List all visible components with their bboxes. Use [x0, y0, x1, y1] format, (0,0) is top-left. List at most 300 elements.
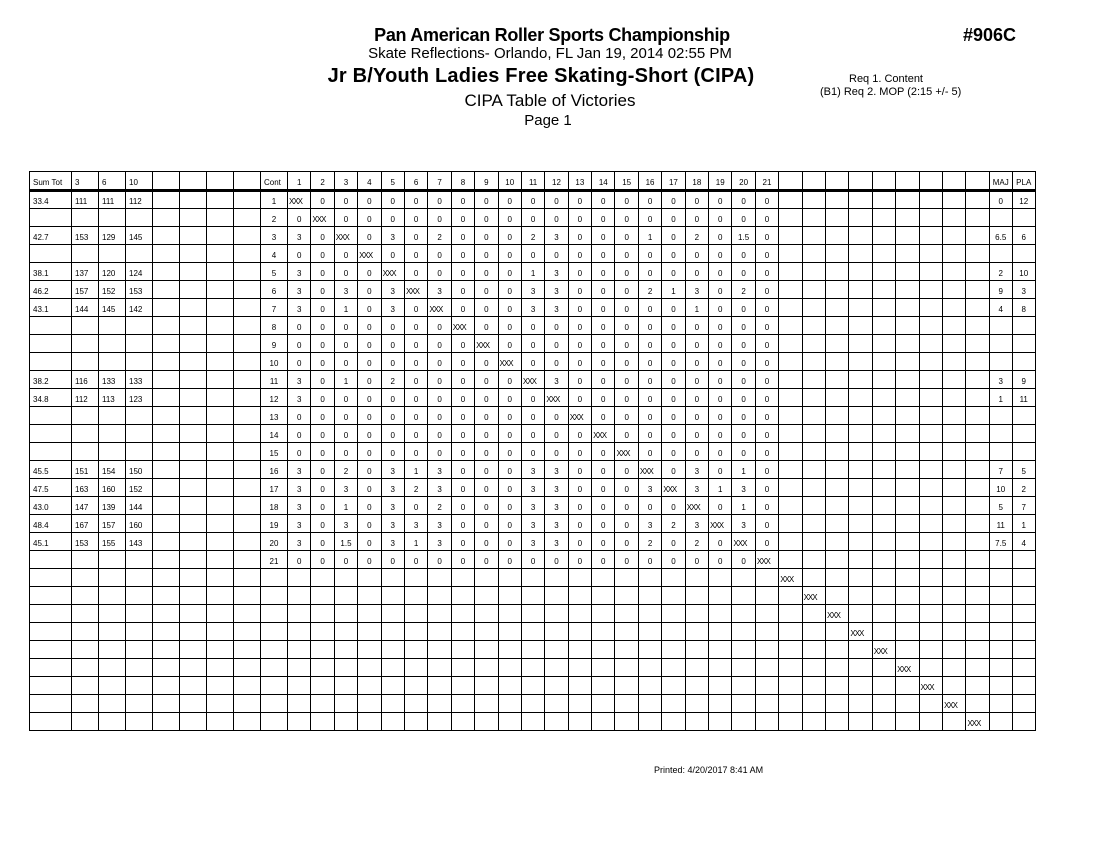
blank-cell	[919, 191, 942, 209]
blank-cell	[872, 317, 895, 335]
blank-cell	[311, 659, 334, 677]
blank-cell	[872, 245, 895, 263]
blank-cell	[615, 587, 638, 605]
majority-cell	[989, 209, 1012, 227]
victory-cell: 0	[311, 389, 334, 407]
blank-cell	[358, 713, 381, 731]
blank-cell	[825, 659, 848, 677]
contestant-number-cell: 18	[261, 497, 288, 515]
victory-cell: 0	[334, 407, 357, 425]
column-header: 3	[72, 172, 99, 191]
victory-cell: 0	[592, 317, 615, 335]
column-header-blank	[966, 172, 989, 191]
victory-cell: 0	[592, 551, 615, 569]
blank-cell	[825, 461, 848, 479]
blank-cell	[966, 443, 989, 461]
blank-cell	[802, 461, 825, 479]
blank-cell	[942, 335, 965, 353]
blank-cell	[207, 209, 234, 227]
blank-cell	[638, 659, 661, 677]
blank-cell	[234, 371, 261, 389]
blank-cell	[153, 353, 180, 371]
blank-cell	[545, 605, 568, 623]
blank-cell	[802, 299, 825, 317]
victory-cell: 0	[755, 461, 778, 479]
blank-cell	[755, 587, 778, 605]
blank-cell	[872, 623, 895, 641]
blank-cell	[568, 695, 591, 713]
majority-cell	[989, 551, 1012, 569]
victory-cell: 0	[358, 353, 381, 371]
victory-cell: 0	[755, 317, 778, 335]
blank-cell	[709, 677, 732, 695]
blank-cell	[896, 677, 919, 695]
majority-cell: 10	[989, 479, 1012, 497]
victory-cell: 0	[615, 533, 638, 551]
blank-cell	[966, 425, 989, 443]
blank-cell	[919, 623, 942, 641]
victory-cell: 0	[685, 209, 708, 227]
victory-cell: 0	[475, 389, 498, 407]
column-header: 6	[99, 172, 126, 191]
blank-cell	[180, 443, 207, 461]
table-row	[30, 371, 1036, 389]
score-6-cell: 120	[99, 263, 126, 281]
table-row	[30, 335, 1036, 353]
victory-cell: 3	[545, 479, 568, 497]
blank-cell	[234, 677, 261, 695]
column-header-judge: 8	[451, 172, 474, 191]
victory-cell: 3	[685, 515, 708, 533]
blank-cell	[662, 587, 685, 605]
score-6-cell: 113	[99, 389, 126, 407]
blank-cell	[311, 695, 334, 713]
victory-cell: 3	[521, 299, 544, 317]
blank-cell	[919, 479, 942, 497]
blank-cell	[30, 569, 72, 587]
blank-cell	[919, 263, 942, 281]
blank-cell	[849, 479, 872, 497]
column-header-judge: 2	[311, 172, 334, 191]
victory-cell: 3	[428, 281, 451, 299]
blank-cell	[896, 227, 919, 245]
blank-cell	[234, 245, 261, 263]
victory-cell: 0	[428, 335, 451, 353]
column-header-judge: 11	[521, 172, 544, 191]
blank-cell	[592, 605, 615, 623]
victory-cell: 0	[615, 245, 638, 263]
sum-total-cell: 38.1	[30, 263, 72, 281]
column-header	[234, 172, 261, 191]
blank-cell	[872, 479, 895, 497]
blank-cell	[849, 389, 872, 407]
victory-cell: 0	[334, 551, 357, 569]
blank-cell	[942, 443, 965, 461]
blank-cell	[942, 551, 965, 569]
blank-cell	[825, 281, 848, 299]
victory-cell: 0	[755, 389, 778, 407]
blank-cell	[685, 605, 708, 623]
victory-cell: 0	[381, 407, 404, 425]
blank-cell	[180, 695, 207, 713]
blank-cell	[942, 371, 965, 389]
victory-cell: 0	[615, 353, 638, 371]
blank-cell	[849, 497, 872, 515]
majority-cell: 7	[989, 461, 1012, 479]
blank-cell	[180, 515, 207, 533]
victory-cell: 0	[381, 551, 404, 569]
blank-cell	[521, 623, 544, 641]
victory-cell: 0	[755, 263, 778, 281]
blank-cell	[451, 713, 474, 731]
blank-cell	[428, 569, 451, 587]
table-row	[30, 443, 1036, 461]
blank-cell	[966, 677, 989, 695]
blank-cell	[825, 389, 848, 407]
blank-cell	[825, 569, 848, 587]
score-3-cell: 112	[72, 389, 99, 407]
blank-cell	[180, 299, 207, 317]
blank-cell	[685, 587, 708, 605]
sum-total-cell: 45.1	[30, 533, 72, 551]
blank-cell	[896, 497, 919, 515]
victory-cell: 3	[381, 515, 404, 533]
placement-cell	[1012, 407, 1035, 425]
blank-cell	[126, 641, 153, 659]
diagonal-marker-cell: XXX	[521, 371, 544, 389]
victory-cell: 0	[568, 281, 591, 299]
blank-cell	[872, 425, 895, 443]
blank-cell	[475, 623, 498, 641]
blank-cell	[802, 389, 825, 407]
diagonal-marker-cell: XXX	[498, 353, 521, 371]
blank-cell	[153, 389, 180, 407]
majority-cell: 1	[989, 389, 1012, 407]
blank-cell	[234, 227, 261, 245]
blank-cell	[311, 713, 334, 731]
blank-cell	[234, 299, 261, 317]
majority-cell	[989, 713, 1012, 731]
column-header-judge: 14	[592, 172, 615, 191]
victory-cell: 0	[709, 533, 732, 551]
score-6-cell	[99, 425, 126, 443]
victory-cell: 0	[311, 371, 334, 389]
blank-cell	[942, 263, 965, 281]
victory-cell: 0	[568, 461, 591, 479]
victory-cell: 2	[521, 227, 544, 245]
blank-cell	[234, 425, 261, 443]
victory-cell: 0	[755, 515, 778, 533]
victory-cell: 0	[498, 479, 521, 497]
victory-cell: 0	[475, 407, 498, 425]
victory-cell: 0	[428, 263, 451, 281]
victory-cell: 0	[615, 425, 638, 443]
blank-cell	[849, 641, 872, 659]
blank-cell	[896, 641, 919, 659]
table-row	[30, 677, 1036, 695]
victory-cell: 0	[358, 263, 381, 281]
victory-cell: 0	[475, 551, 498, 569]
victory-cell: 0	[685, 353, 708, 371]
blank-cell	[261, 569, 288, 587]
blank-cell	[942, 389, 965, 407]
blank-cell	[99, 623, 126, 641]
victory-cell: 0	[311, 335, 334, 353]
blank-cell	[568, 605, 591, 623]
majority-cell: 0	[989, 191, 1012, 209]
blank-cell	[779, 641, 802, 659]
score-10-cell: 143	[126, 533, 153, 551]
blank-cell	[966, 695, 989, 713]
blank-cell	[919, 713, 942, 731]
blank-cell	[919, 407, 942, 425]
blank-cell	[234, 713, 261, 731]
blank-cell	[180, 353, 207, 371]
majority-cell	[989, 623, 1012, 641]
blank-cell	[207, 659, 234, 677]
blank-cell	[180, 227, 207, 245]
blank-cell	[825, 353, 848, 371]
blank-cell	[207, 299, 234, 317]
blank-cell	[942, 353, 965, 371]
blank-cell	[234, 479, 261, 497]
blank-cell	[825, 641, 848, 659]
blank-cell	[498, 713, 521, 731]
sum-total-cell: 46.2	[30, 281, 72, 299]
blank-cell	[966, 587, 989, 605]
victory-cell: 1	[334, 497, 357, 515]
blank-cell	[732, 695, 755, 713]
blank-cell	[872, 389, 895, 407]
sum-total-cell	[30, 245, 72, 263]
blank-cell	[334, 623, 357, 641]
blank-cell	[966, 641, 989, 659]
blank-cell	[153, 299, 180, 317]
score-6-cell	[99, 245, 126, 263]
victory-cell: 0	[498, 281, 521, 299]
placement-cell	[1012, 353, 1035, 371]
blank-cell	[568, 569, 591, 587]
blank-cell	[311, 587, 334, 605]
blank-cell	[732, 605, 755, 623]
sum-total-cell	[30, 317, 72, 335]
victory-cell: 0	[404, 407, 427, 425]
blank-cell	[615, 659, 638, 677]
victory-cell: 0	[428, 209, 451, 227]
victory-cell: 0	[334, 191, 357, 209]
blank-cell	[802, 281, 825, 299]
score-6-cell: 111	[99, 191, 126, 209]
blank-cell	[498, 659, 521, 677]
blank-cell	[521, 569, 544, 587]
victory-cell: 0	[638, 371, 661, 389]
blank-cell	[498, 641, 521, 659]
blank-cell	[428, 695, 451, 713]
victory-cell: 0	[592, 335, 615, 353]
blank-cell	[802, 713, 825, 731]
victory-cell: 0	[381, 191, 404, 209]
sum-total-cell	[30, 425, 72, 443]
placement-cell: 2	[1012, 479, 1035, 497]
victory-cell: 3	[545, 515, 568, 533]
blank-cell	[802, 335, 825, 353]
blank-cell	[207, 191, 234, 209]
blank-cell	[153, 551, 180, 569]
blank-cell	[207, 389, 234, 407]
blank-cell	[779, 497, 802, 515]
score-10-cell	[126, 335, 153, 353]
diagonal-marker-cell: XXX	[849, 623, 872, 641]
blank-cell	[662, 659, 685, 677]
victory-cell: 0	[451, 515, 474, 533]
blank-cell	[153, 677, 180, 695]
table-row	[30, 389, 1036, 407]
blank-cell	[358, 695, 381, 713]
victory-cell: 0	[404, 263, 427, 281]
victory-cell: 0	[358, 389, 381, 407]
victory-cell: 0	[521, 551, 544, 569]
victory-cell: 0	[311, 551, 334, 569]
score-3-cell: 116	[72, 371, 99, 389]
blank-cell	[896, 335, 919, 353]
blank-cell	[919, 317, 942, 335]
blank-cell	[896, 425, 919, 443]
victory-cell: 0	[732, 299, 755, 317]
blank-cell	[451, 605, 474, 623]
victory-cell: 0	[475, 515, 498, 533]
victory-cell: 0	[662, 191, 685, 209]
blank-cell	[428, 587, 451, 605]
blank-cell	[802, 191, 825, 209]
victory-cell: 0	[311, 497, 334, 515]
blank-cell	[919, 281, 942, 299]
victory-cell: 1	[732, 461, 755, 479]
victory-cell: 0	[498, 551, 521, 569]
blank-cell	[180, 713, 207, 731]
placement-cell	[1012, 695, 1035, 713]
victory-cell: 0	[662, 461, 685, 479]
diagonal-marker-cell: XXX	[802, 587, 825, 605]
contestant-number-cell: 6	[261, 281, 288, 299]
majority-cell: 9	[989, 281, 1012, 299]
sum-total-cell: 33.4	[30, 191, 72, 209]
blank-cell	[72, 623, 99, 641]
victory-cell: 0	[709, 371, 732, 389]
blank-cell	[802, 407, 825, 425]
victory-cell: 0	[428, 425, 451, 443]
blank-cell	[180, 335, 207, 353]
blank-cell	[334, 641, 357, 659]
victory-cell: 0	[451, 263, 474, 281]
blank-cell	[779, 335, 802, 353]
victory-cell: 0	[451, 425, 474, 443]
blank-cell	[872, 299, 895, 317]
victory-cell: 0	[288, 551, 311, 569]
blank-cell	[802, 659, 825, 677]
blank-cell	[234, 695, 261, 713]
victory-cell: 0	[755, 281, 778, 299]
blank-cell	[451, 641, 474, 659]
victory-cell: 0	[638, 317, 661, 335]
blank-cell	[662, 623, 685, 641]
blank-cell	[234, 389, 261, 407]
victory-cell: 0	[358, 461, 381, 479]
victory-cell: 0	[709, 353, 732, 371]
diagonal-marker-cell: XXX	[451, 317, 474, 335]
victory-cell: 0	[592, 479, 615, 497]
blank-cell	[966, 497, 989, 515]
blank-cell	[732, 659, 755, 677]
victory-cell: 0	[568, 425, 591, 443]
victory-cell: 0	[521, 317, 544, 335]
victory-cell: 0	[638, 191, 661, 209]
majority-cell: 7.5	[989, 533, 1012, 551]
blank-cell	[180, 551, 207, 569]
blank-cell	[234, 551, 261, 569]
blank-cell	[802, 317, 825, 335]
diagonal-marker-cell: XXX	[966, 713, 989, 731]
blank-cell	[180, 641, 207, 659]
blank-cell	[180, 407, 207, 425]
victory-cell: 0	[592, 299, 615, 317]
victory-cell: 0	[638, 263, 661, 281]
column-header-blank	[942, 172, 965, 191]
blank-cell	[966, 515, 989, 533]
victory-cell: 0	[498, 533, 521, 551]
blank-cell	[207, 281, 234, 299]
contestant-number-cell: 19	[261, 515, 288, 533]
victory-cell: 0	[311, 263, 334, 281]
blank-cell	[451, 677, 474, 695]
blank-cell	[872, 587, 895, 605]
majority-cell: 2	[989, 263, 1012, 281]
victory-cell: 3	[521, 479, 544, 497]
blank-cell	[872, 695, 895, 713]
blank-cell	[153, 587, 180, 605]
victory-cell: 3	[521, 497, 544, 515]
score-6-cell: 152	[99, 281, 126, 299]
victory-cell: 0	[498, 299, 521, 317]
blank-cell	[685, 677, 708, 695]
score-3-cell: 151	[72, 461, 99, 479]
blank-cell	[919, 497, 942, 515]
victory-cell: 0	[451, 371, 474, 389]
blank-cell	[779, 713, 802, 731]
victory-cell: 0	[311, 353, 334, 371]
blank-cell	[779, 587, 802, 605]
blank-cell	[545, 659, 568, 677]
blank-cell	[180, 677, 207, 695]
contestant-number-cell: 20	[261, 533, 288, 551]
score-3-cell: 137	[72, 263, 99, 281]
victory-cell: 3	[428, 515, 451, 533]
victory-cell: 3	[334, 479, 357, 497]
blank-cell	[207, 605, 234, 623]
blank-cell	[153, 605, 180, 623]
victory-cell: 0	[334, 317, 357, 335]
blank-cell	[451, 695, 474, 713]
blank-cell	[896, 713, 919, 731]
blank-cell	[919, 515, 942, 533]
blank-cell	[779, 407, 802, 425]
score-10-cell	[126, 209, 153, 227]
blank-cell	[153, 281, 180, 299]
victory-cell: 0	[428, 371, 451, 389]
blank-cell	[72, 587, 99, 605]
placement-cell: 5	[1012, 461, 1035, 479]
blank-cell	[30, 623, 72, 641]
victory-cell: 0	[428, 407, 451, 425]
